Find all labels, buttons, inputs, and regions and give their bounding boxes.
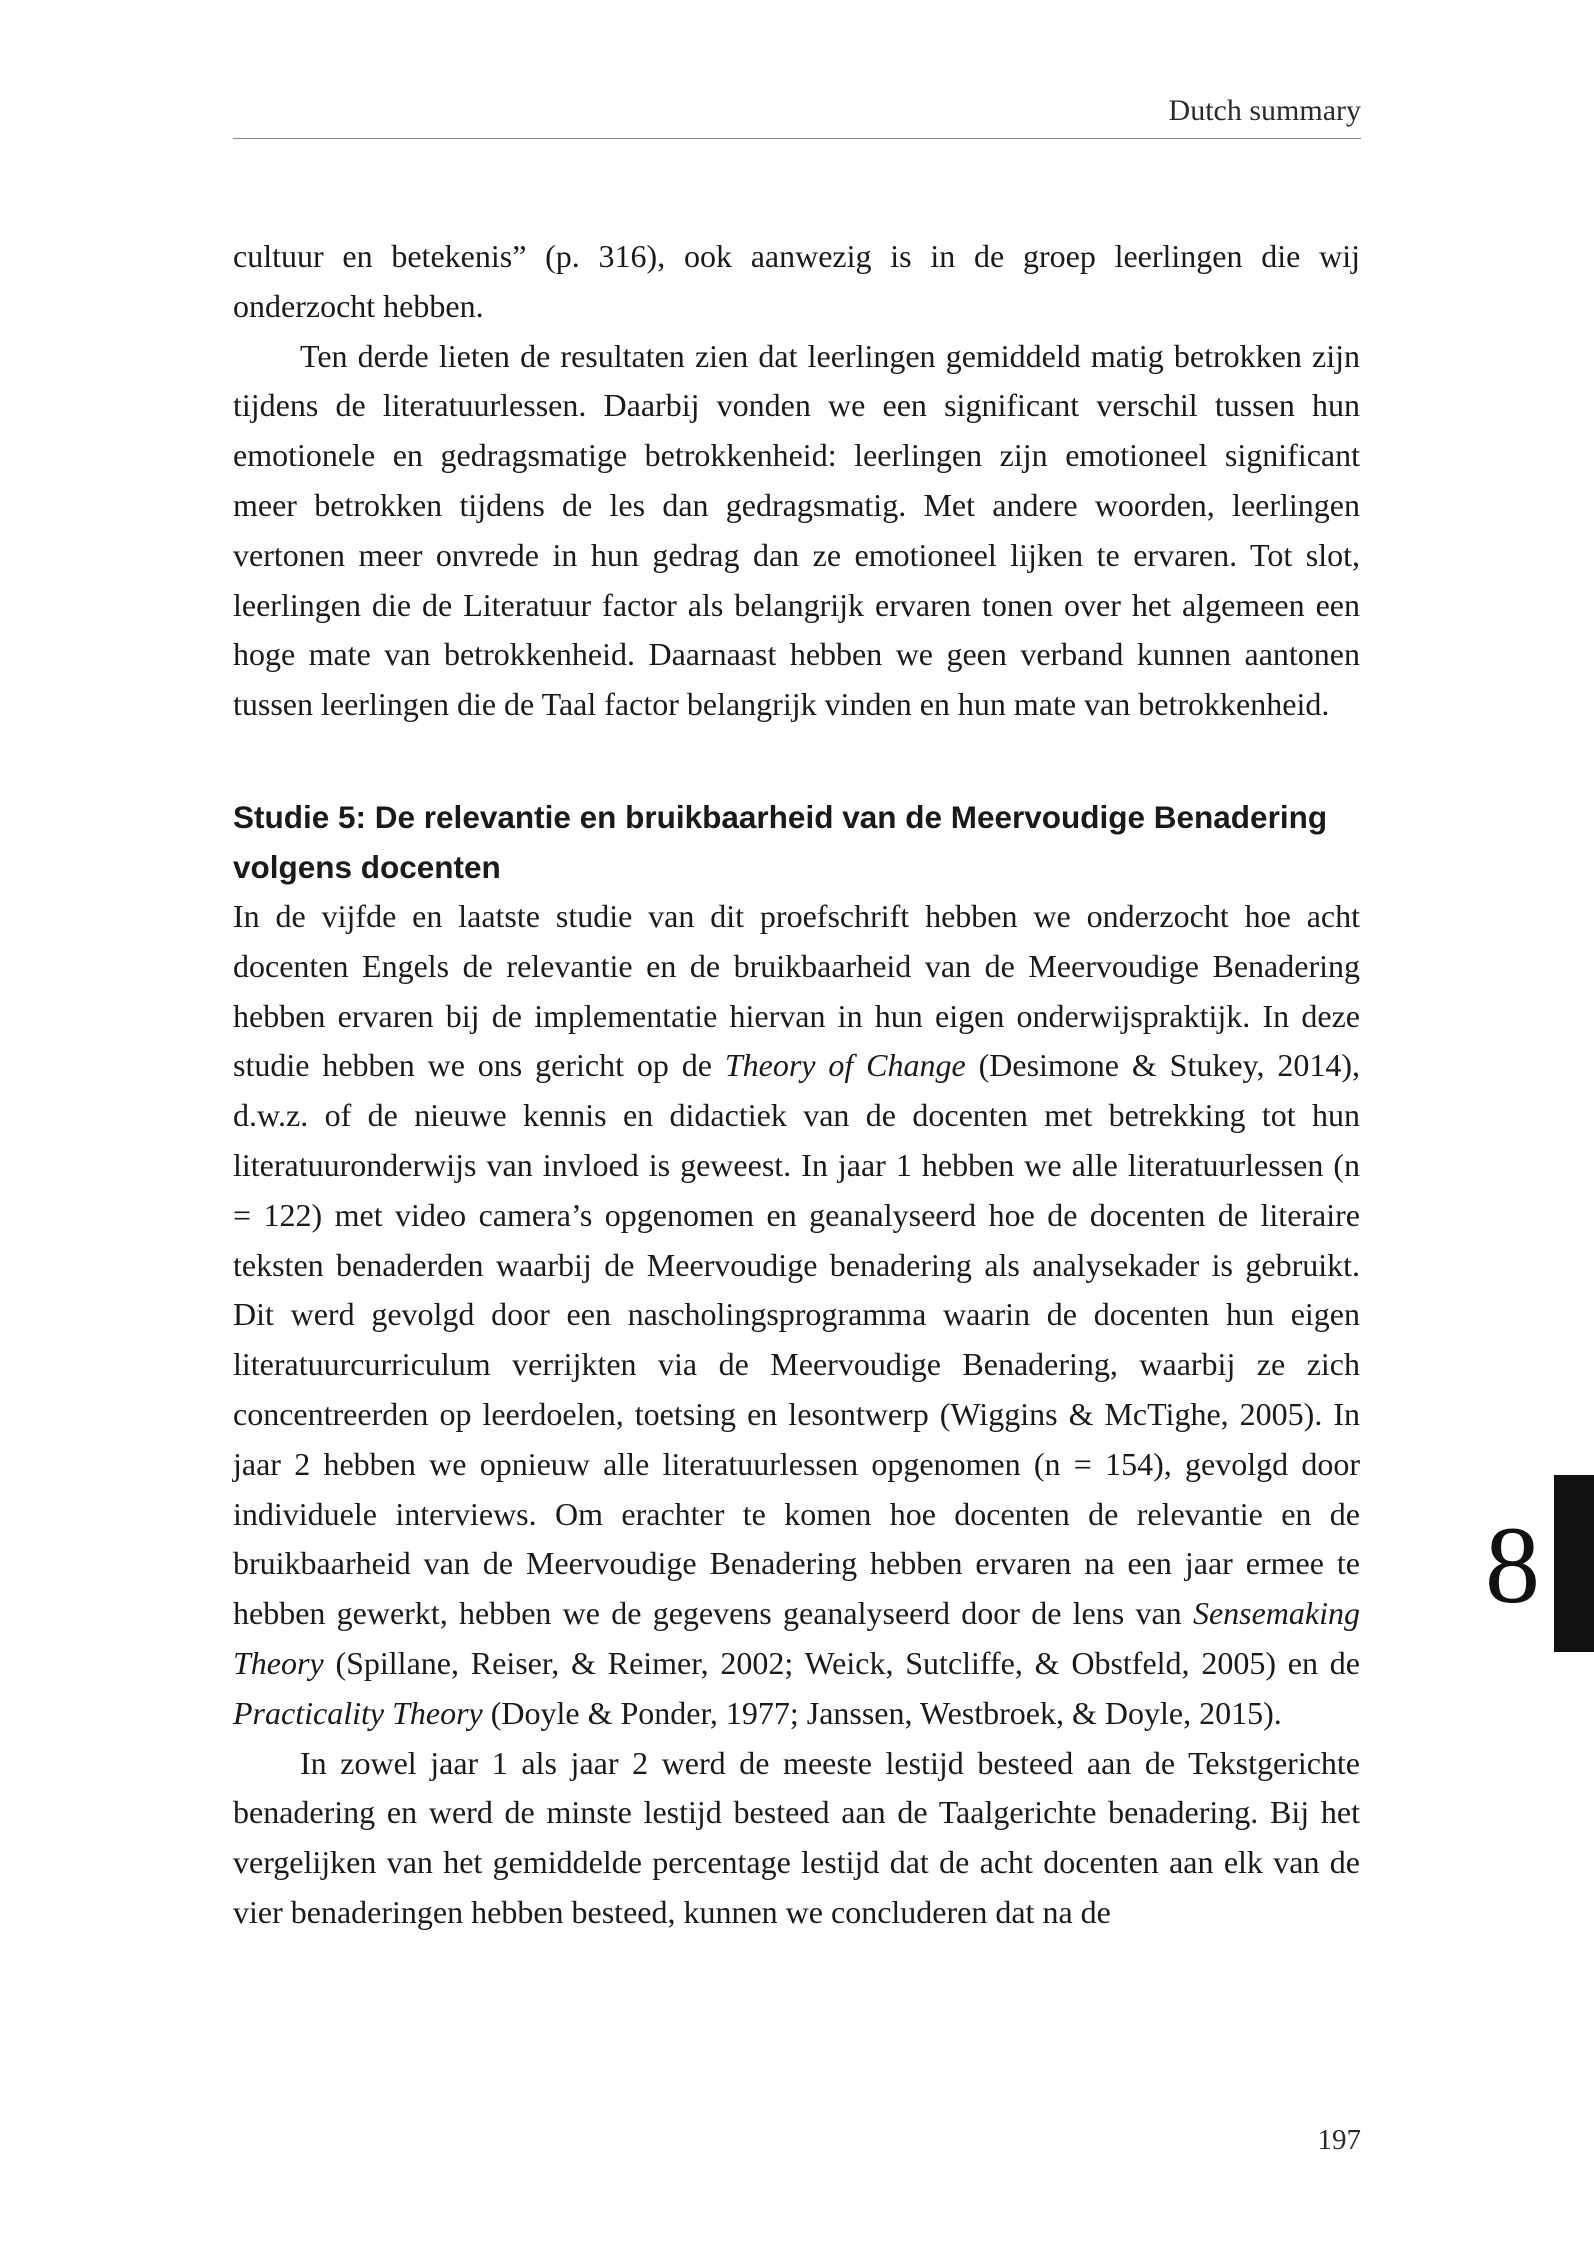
paragraph-study-5-method (233, 892, 1360, 1739)
running-header (233, 90, 1361, 139)
text-run: (Desimone & Stukey, 2014), d.w.z. of de nieuwe kennis en didactiek van de docenten met betrekking tot hun literatuuronderwijs van invloed is geweest. In jaar 1 hebben we alle literatuurlessen (n = 122) met video camera’s opgenomen en geanalyseerd hoe de docenten de literaire teksten benaderden waarbij de Meervoudige benadering als analysekader is gebruikt. Dit werd gevolgd door een nascholingsprogramma waarin de docenten hun eigen literatuurcurriculum verrijkten via de Meervoudige Benadering, waarbij ze zich concentreerden op leerdoelen, toetsing en lesontwerp (Wiggins & McTighe, 2005). In jaar 2 hebben we opnieuw alle literatuurlessen opgenomen (n = 154), gevolgd door individuele interviews. Om erachter te komen hoe docenten de relevantie en de bruikbaarheid van de Meervoudige Benadering hebben ervaren na een jaar ermee te hebben gewerkt, hebben we de gegevens geanalyseerd door de lens van (233, 1047, 1361, 1632)
text-run: (Spillane, Reiser, & Reimer, 2002; Weick, Sutcliffe, & Obstfeld, 2005) en de (323, 1644, 1360, 1681)
paragraph-engagement-results: Ten derde lieten de resultaten zien dat leerlingen gemiddeld matig betrokken zijn tijdens de literatuurlessen. Daarbij vonden we een significant verschil tussen hun emotionele en gedragsmatige betrokkenheid: leerlingen zijn emotioneel significant meer betrokken tijdens de les dan gedragsmatig. Met andere woorden, leerlingen vertonen meer onvrede in hun gedrag dan ze emotioneel lijken te ervaren. Tot slot, leerlingen die de Literatuur factor als belangrijk ervaren tonen over het algemeen een hoge mate van betrokkenheid. Daarnaast hebben we geen verband kunnen aantonen tussen leerlingen die de Taal factor belangrijk vinden en hun mate van betrokkenheid. (233, 337, 1360, 723)
text-run: In de vijfde en laatste studie van dit proefschrift hebben we onderzocht hoe acht docenten Engels de relevantie en de bruikbaarheid van de Meervoudige Benadering hebben ervaren bij de implementatie hiervan in hun eigen onderwijspraktijk. In deze studie hebben we ons gericht op de (233, 897, 1360, 1084)
paragraph-continuation: cultuur en betekenis” (p. 316), ook aanwezig is in de groep leerlingen die wij onderzocht hebben. (233, 238, 1360, 324)
running-title: Dutch summary (1168, 94, 1361, 127)
italic-term-sensemaking-theory: Sensemaking Theory (233, 1595, 1360, 1681)
paragraph-lesson-time-results: In zowel jaar 1 als jaar 2 werd de meeste lestijd besteed aan de Tekstgerichte benadering en werd de minste lestijd besteed aan de Taalgerichte benadering. Bij het vergelijken van het gemiddelde percentage lestijd dat de acht docenten aan elk van de vier benaderingen hebben besteed, kunnen we concluderen dat na de (233, 1744, 1360, 1930)
text-run: (Doyle & Ponder, 1977; Janssen, Westbroek, & Doyle, 2015). (482, 1694, 1282, 1731)
page-body (233, 232, 1360, 1938)
chapter-number: 8 (1485, 1504, 1540, 1626)
section-heading-study-5: Studie 5: De relevantie en bruikbaarheid van de Meervoudige Benadering volgens docenten (233, 798, 1328, 885)
page-number: 197 (1317, 2124, 1361, 2156)
italic-term-theory-of-change: Theory of Change (724, 1047, 966, 1084)
italic-term-practicality-theory: Practicality Theory (233, 1694, 483, 1731)
chapter-thumb-tab (1554, 1475, 1594, 1652)
